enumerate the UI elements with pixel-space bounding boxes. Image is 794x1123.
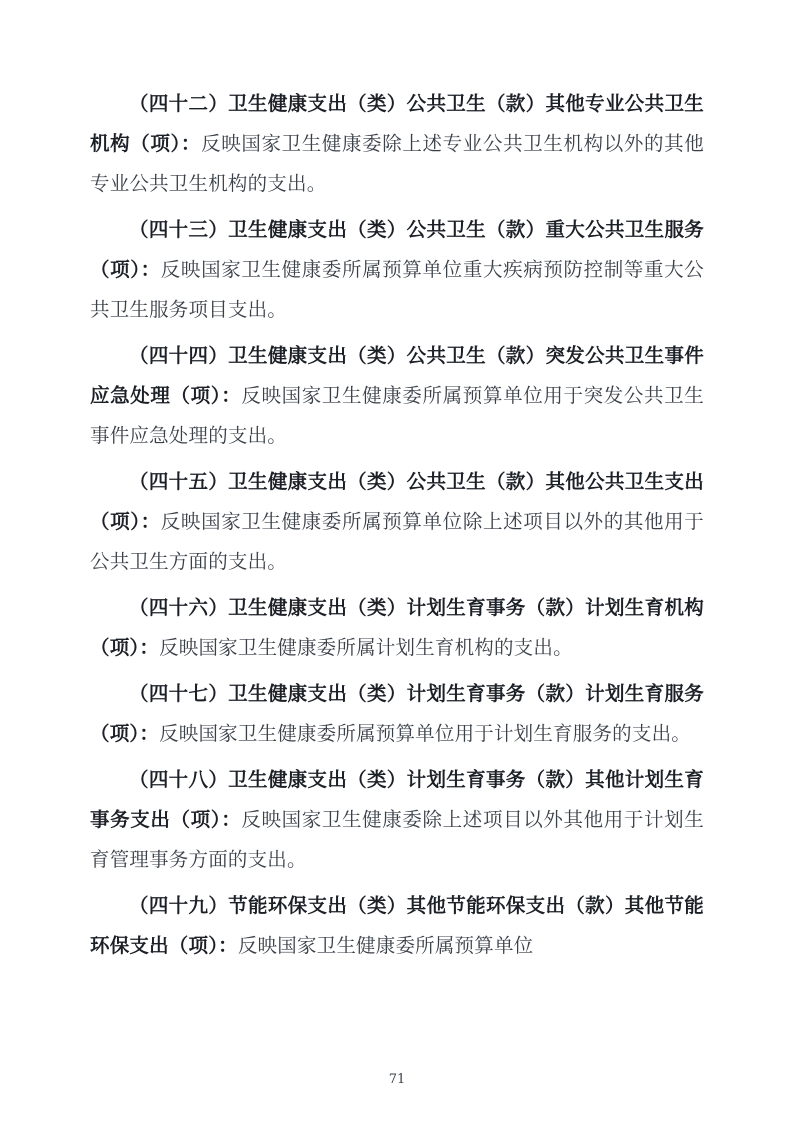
paragraph [90,336,704,456]
paragraph-heading: （四十九）节能环保支出（类）其他节能环保支出（款）其他节能环保支出（项）： [90,894,704,957]
paragraph-text: 反映国家卫生健康委除上述项目以外其他用于计划生育管理事务方面的支出。 [90,808,704,871]
paragraph [90,84,704,204]
paragraph [90,462,704,582]
document-body [90,84,704,972]
paragraph-text: 反映国家卫生健康委所属预算单位 [237,934,534,957]
paragraph-text: 反映国家卫生健康委所属预算单位重大疾病预防控制等重大公共卫生服务项目支出。 [90,258,704,321]
paragraph-heading: （四十八）卫生健康支出（类）计划生育事务（款）其他计划生育事务支出（项）： [90,768,704,831]
paragraph-heading: （四十三）卫生健康支出（类）公共卫生（款）重大公共卫生服务（项）： [90,218,704,281]
paragraph-text: 反映国家卫生健康委所属预算单位用于突发公共卫生事件应急处理的支出。 [90,384,704,447]
paragraph [90,210,704,330]
paragraph-heading: （四十二）卫生健康支出（类）公共卫生（款）其他专业公共卫生机构（项）： [90,92,704,155]
page-number: 71 [388,1072,406,1087]
paragraph-text: 反映国家卫生健康委所属预算单位用于计划生育服务的支出。 [159,722,691,745]
paragraph-text: 反映国家卫生健康委所属计划生育机构的支出。 [159,636,573,659]
paragraph [90,674,704,754]
paragraph [90,588,704,668]
paragraph [90,886,704,966]
paragraph-heading: （四十四）卫生健康支出（类）公共卫生（款）突发公共卫生事件应急处理（项）： [90,344,704,407]
paragraph-text: 反映国家卫生健康委除上述专业公共卫生机构以外的其他专业公共卫生机构的支出。 [90,132,704,195]
paragraph-heading: （四十六）卫生健康支出（类）计划生育事务（款）计划生育机构（项）： [90,596,704,659]
paragraph-heading: （四十七）卫生健康支出（类）计划生育事务（款）计划生育服务（项）： [90,682,704,745]
paragraph [90,760,704,880]
paragraph-heading: （四十五）卫生健康支出（类）公共卫生（款）其他公共卫生支出（项）： [90,470,704,533]
paragraph-text: 反映国家卫生健康委所属预算单位除上述项目以外的其他用于公共卫生方面的支出。 [90,510,704,573]
